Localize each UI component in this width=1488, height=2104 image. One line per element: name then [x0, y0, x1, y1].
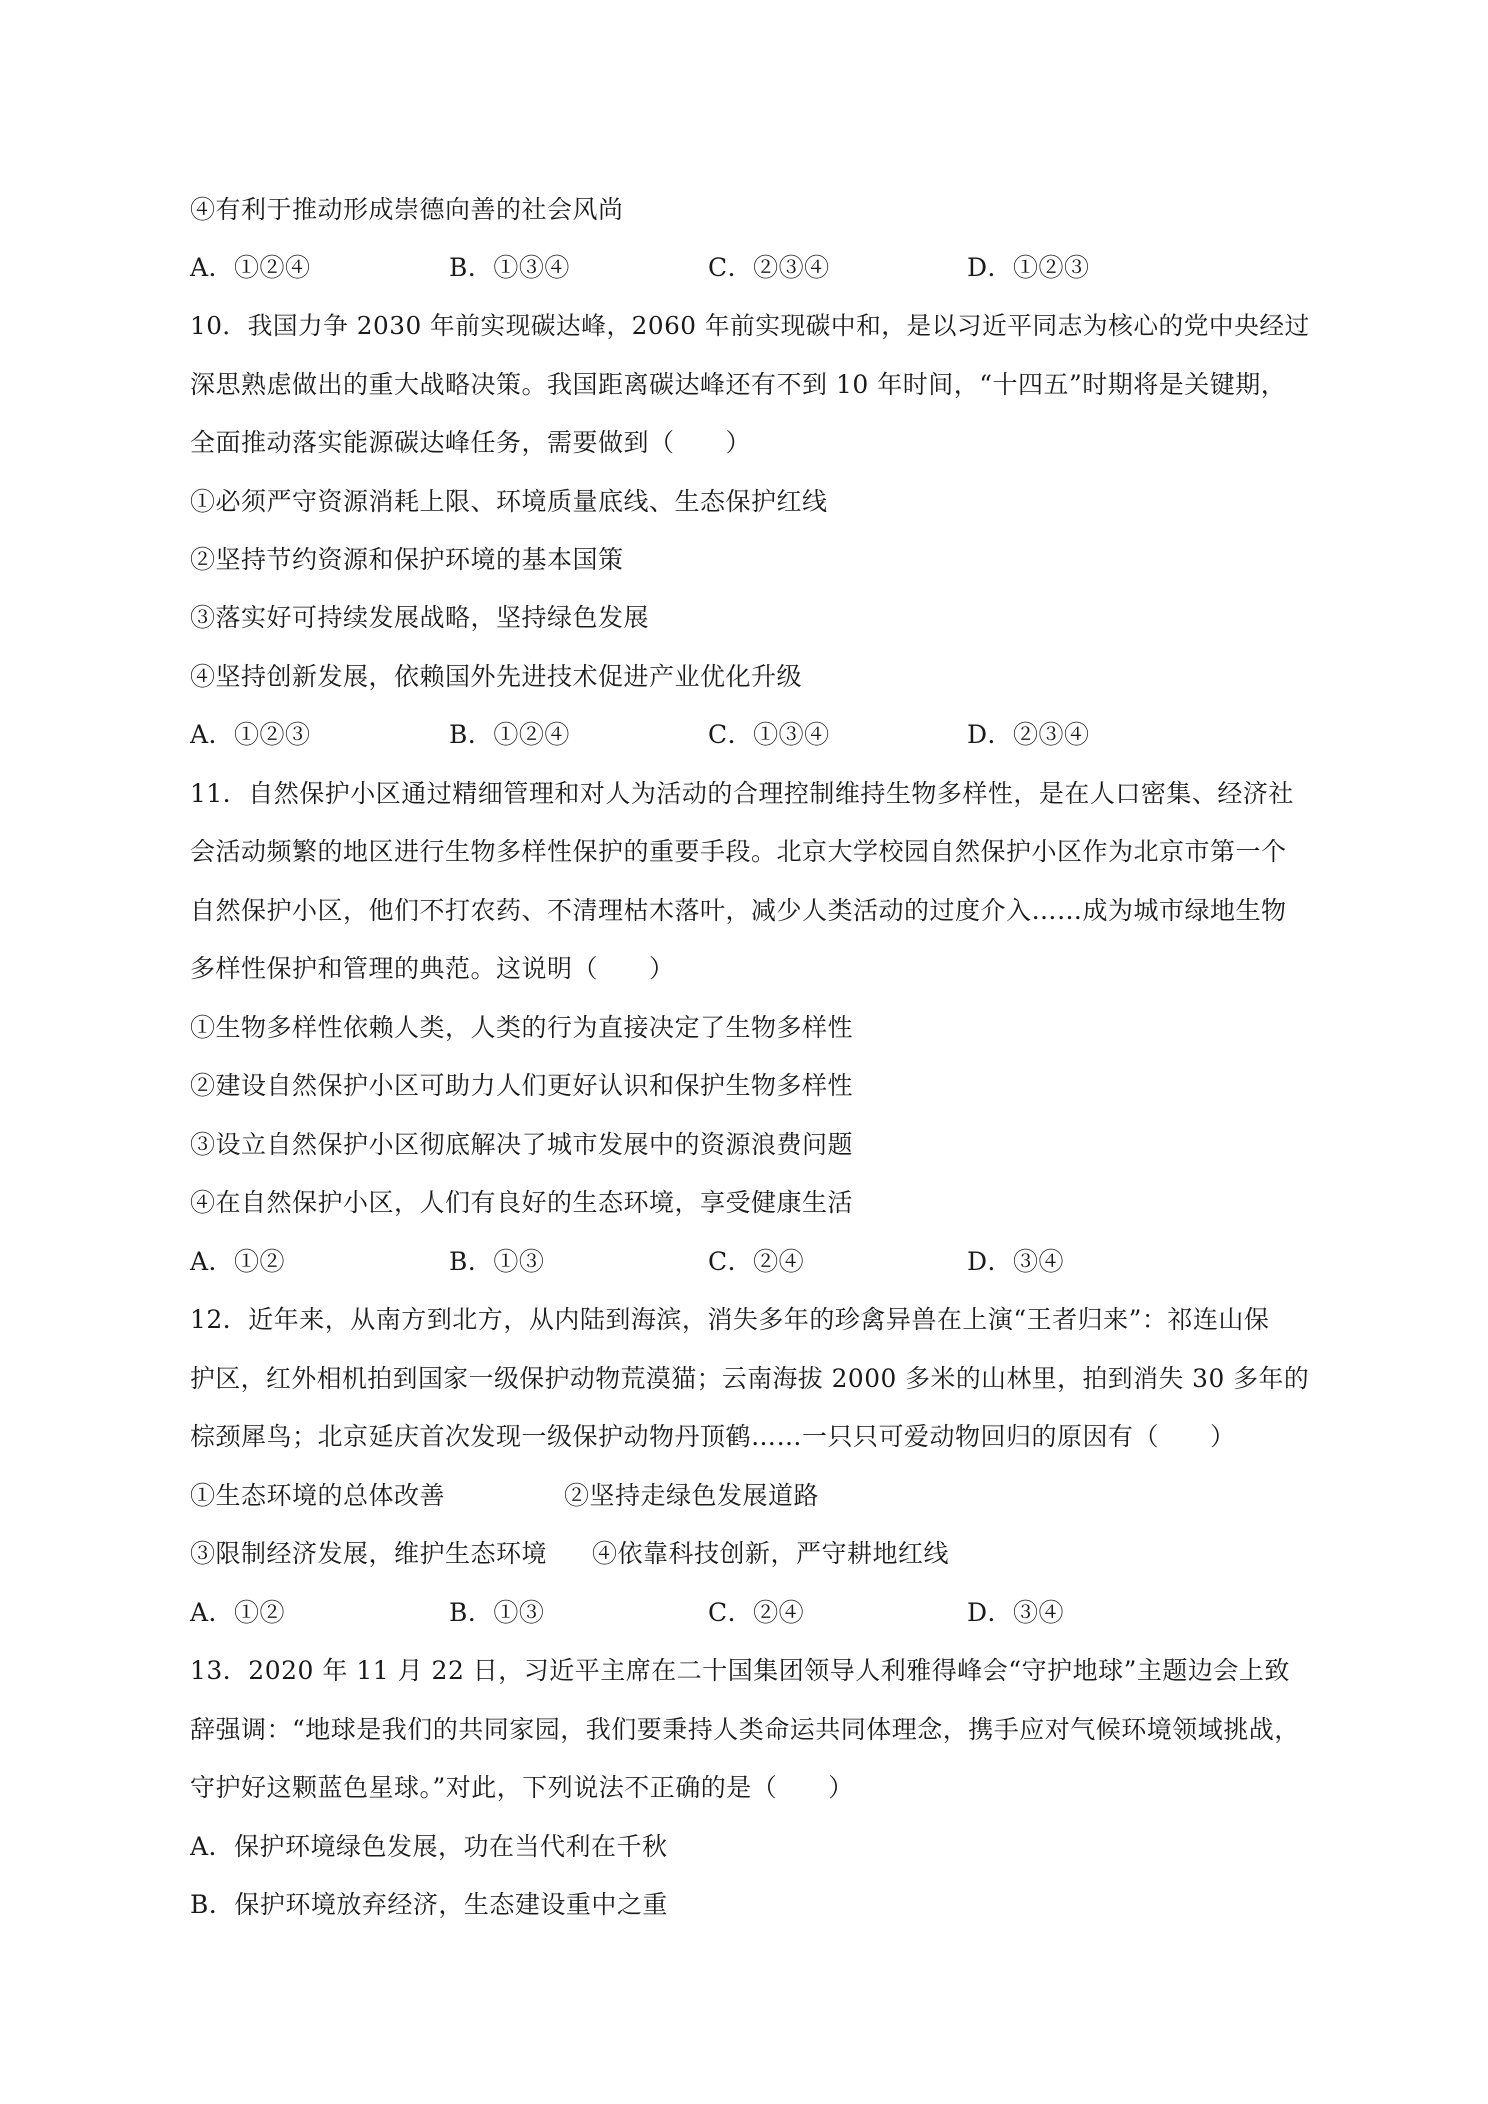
q12-item-4: ④依靠科技创新，严守耕地红线 — [592, 1539, 950, 1568]
q11-option-d: D．③④ — [967, 1247, 1065, 1276]
q11-item-3: ③设立自然保护小区彻底解决了城市发展中的资源浪费问题 — [190, 1130, 854, 1159]
q9-option-d: D．①②③ — [967, 253, 1090, 282]
q12-option-d: D．③④ — [967, 1598, 1065, 1627]
q10-option-d: D．②③④ — [967, 720, 1090, 749]
q11-stem-line-3: 自然保护小区，他们不打农药、不清理枯木落叶，减少人类活动的过度介入……成为城市绿地生物 — [190, 896, 1287, 925]
q10-item-2: ②坚持节约资源和保护环境的基本国策 — [190, 545, 624, 574]
q12-option-c: C．②④ — [708, 1598, 805, 1627]
q10-item-1: ①必须严守资源消耗上限、环境质量底线、生态保护红线 — [190, 487, 828, 516]
q10-option-a: A．①②③ — [190, 720, 311, 749]
q13-option-b: B．保护环境放弃经济，生态建设重中之重 — [190, 1890, 668, 1919]
q12-option-a: A．①② — [190, 1598, 286, 1627]
q11-option-a: A．①② — [190, 1247, 286, 1276]
q13-option-a: A．保护环境绿色发展，功在当代利在千秋 — [190, 1832, 668, 1861]
q11-item-4: ④在自然保护小区，人们有良好的生态环境，享受健康生活 — [190, 1188, 854, 1217]
q11-item-1: ①生物多样性依赖人类，人类的行为直接决定了生物多样性 — [190, 1013, 854, 1042]
q9-option-a: A．①②④ — [190, 253, 311, 282]
q12-stem-line-3: 棕颈犀鸟；北京延庆首次发现一级保护动物丹顶鹤……一只只可爱动物回归的原因有（ ） — [190, 1422, 1236, 1451]
q11-stem-line-4: 多样性保护和管理的典范。这说明（ ） — [190, 954, 675, 983]
q13-stem-line-3: 守护好这颗蓝色星球。”对此，下列说法不正确的是（ ） — [190, 1773, 854, 1802]
q10-item-4: ④坚持创新发展，依赖国外先进技术促进产业优化升级 — [190, 662, 803, 691]
q9-item-4: ④有利于推动形成崇德向善的社会风尚 — [190, 195, 624, 224]
q10-item-3: ③落实好可持续发展战略，坚持绿色发展 — [190, 603, 650, 632]
q11-option-c: C．②④ — [708, 1247, 805, 1276]
q12-item-3: ③限制经济发展，维护生态环境 — [190, 1539, 548, 1568]
q10-stem-line-3: 全面推动落实能源碳达峰任务，需要做到（ ） — [190, 428, 752, 457]
q9-option-b: B．①③④ — [449, 253, 570, 282]
q13-stem-line-2: 辞强调：“地球是我们的共同家园，我们要秉持人类命运共同体理念，携手应对气候环境领域挑战， — [190, 1715, 1300, 1744]
q10-option-b: B．①②④ — [449, 720, 570, 749]
q10-option-c: C．①③④ — [708, 720, 830, 749]
q12-option-b: B．①③ — [449, 1598, 545, 1627]
q10-stem-line-1: 10．我国力争 2030 年前实现碳达峰，2060 年前实现碳中和，是以习近平同志为核心的党中央经过 — [190, 311, 1310, 340]
q11-stem-line-2: 会活动频繁的地区进行生物多样性保护的重要手段。北京大学校园自然保护小区作为北京市第一个 — [190, 837, 1287, 866]
q13-stem-line-1: 13．2020 年 11 月 22 日，习近平主席在二十国集团领导人利雅得峰会“守护地球”主题边会上致 — [190, 1656, 1290, 1685]
q12-stem-line-2: 护区，红外相机拍到国家一级保护动物荒漠猫；云南海拔 2000 多米的山林里，拍到消失 30 多年的 — [190, 1364, 1310, 1393]
q11-stem-line-1: 11．自然保护小区通过精细管理和对人为活动的合理控制维持生物多样性，是在人口密集、经济社 — [190, 779, 1294, 808]
q11-option-b: B．①③ — [449, 1247, 545, 1276]
q12-item-1: ①生态环境的总体改善 — [190, 1481, 446, 1510]
q12-stem-line-1: 12．近年来，从南方到北方，从内陆到海滨，消失多年的珍禽异兽在上演“王者归来”：祁连山保 — [190, 1305, 1270, 1334]
q10-stem-line-2: 深思熟虑做出的重大战略决策。我国距离碳达峰还有不到 10 年时间，“十四五”时期将是关键期， — [190, 370, 1287, 399]
q9-option-c: C．②③④ — [708, 253, 830, 282]
q11-item-2: ②建设自然保护小区可助力人们更好认识和保护生物多样性 — [190, 1071, 854, 1100]
q12-item-2: ②坚持走绿色发展道路 — [564, 1481, 820, 1510]
